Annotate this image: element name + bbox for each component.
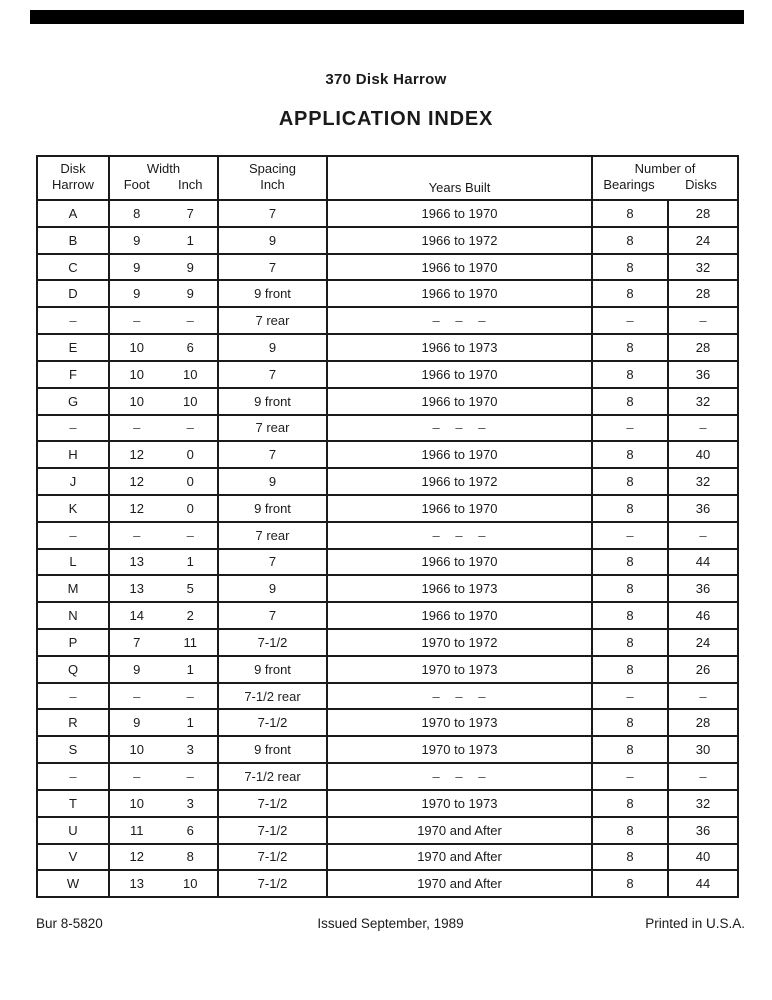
cell-width-inch: 1 [186,554,194,570]
cell-disk-harrow: U [38,818,110,843]
table-row [38,684,737,711]
table-row [38,362,737,389]
cell-width-inch: 1 [186,715,194,731]
cell-width [110,871,219,896]
cell-disks: 30 [695,742,711,758]
cell-bearings: – [593,308,669,333]
cell-disks: 36 [695,581,711,597]
footer-bur-number: Bur 8-5820 [36,916,103,931]
cell-width-inch: 10 [183,366,198,382]
table-row [38,737,737,764]
cell-disks: – [699,420,707,436]
cell-bearings: 8 [593,496,669,521]
cell-spacing-inch: 9 [219,576,328,601]
cell-spacing-inch: 7-1/2 [219,791,328,816]
cell-width-inch: – [186,313,194,329]
cell-width-inch: 8 [186,849,194,865]
cell-disks: 46 [695,608,711,624]
cell-bearings: 8 [593,389,669,414]
cell-width [110,362,219,387]
cell-bearings: 8 [593,630,669,655]
cell-disks: 28 [695,205,711,221]
cell-bearings: 8 [593,791,669,816]
cell-width-inch: 1 [186,232,194,248]
cell-bearings: 8 [593,469,669,494]
table-row [38,469,737,496]
cell-years-built: – – – [328,416,593,441]
cell-disk-harrow: V [38,845,110,870]
cell-bearings: 8 [593,871,669,896]
scan-artifact-bar [30,10,744,24]
cell-disk-harrow: K [38,496,110,521]
application-index-table [36,155,739,898]
cell-width-foot: 11 [130,822,144,838]
cell-bearings: 8 [593,603,669,628]
table-row [38,201,737,228]
cell-width-inch: 0 [186,474,194,490]
table-header-row [38,157,737,201]
cell-bearings: 8 [593,281,669,306]
cell-width [110,550,219,575]
cell-disk-harrow: G [38,389,110,414]
cell-disk-harrow: B [38,228,110,253]
cell-bearings: 8 [593,228,669,253]
table-row [38,710,737,737]
cell-disk-harrow: L [38,550,110,575]
table-row [38,389,737,416]
cell-width-foot: 9 [133,286,141,302]
table-row [38,576,737,603]
cell-width [110,576,219,601]
cell-bearings: 8 [593,550,669,575]
cell-spacing-inch: 7 rear [219,523,328,548]
cell-disk-harrow: N [38,603,110,628]
cell-bearings: 8 [593,657,669,682]
table-row [38,550,737,577]
cell-disk-harrow: H [38,442,110,467]
cell-years-built: – – – [328,684,593,709]
cell-bearings: – [593,416,669,441]
cell-bearings: 8 [593,442,669,467]
cell-years-built: 1966 to 1972 [328,228,593,253]
cell-disk-harrow: – [38,684,110,709]
table-row [38,281,737,308]
table-row [38,657,737,684]
cell-disk-harrow: – [38,764,110,789]
cell-years-built: 1966 to 1970 [328,201,593,226]
cell-width-foot: 10 [129,339,144,355]
header-years-built: Years Built [328,157,593,199]
header-width-subrow [110,177,217,193]
cell-width-foot: 9 [133,715,141,731]
page-title: 370 Disk Harrow [325,71,447,88]
cell-disks: 36 [695,500,711,516]
cell-years-built: 1970 to 1973 [328,710,593,735]
cell-width-inch: – [186,688,194,704]
cell-spacing-inch: 7-1/2 [219,630,328,655]
cell-disks: 28 [695,286,711,302]
cell-width-foot: 10 [129,366,144,382]
cell-spacing-inch: 9 front [219,657,328,682]
cell-width [110,308,219,333]
table-row [38,764,737,791]
cell-width-foot: 7 [133,634,141,650]
cell-spacing-inch: 7-1/2 [219,818,328,843]
cell-years-built: 1970 to 1973 [328,657,593,682]
cell-years-built: 1966 to 1970 [328,362,593,387]
cell-years-built: 1966 to 1973 [328,335,593,360]
cell-years-built: 1966 to 1970 [328,389,593,414]
cell-width [110,684,219,709]
cell-disk-harrow: P [38,630,110,655]
cell-disks: 32 [695,259,711,275]
header-width-label: Width [146,161,181,176]
cell-width [110,737,219,762]
cell-disk-harrow: T [38,791,110,816]
cell-spacing-inch: 7 [219,201,328,226]
cell-disks: 32 [695,393,711,409]
cell-width-foot: 12 [129,849,144,865]
cell-bearings: – [593,523,669,548]
cell-disks: 28 [695,339,711,355]
cell-width-inch: 7 [186,205,194,221]
cell-spacing-inch: 9 [219,469,328,494]
header-bearings: Bearings [603,177,655,192]
page-heading: APPLICATION INDEX [278,108,494,130]
table-row [38,255,737,282]
cell-width-foot: 9 [133,259,141,275]
header-spacing-line2: Inch [260,177,285,192]
cell-disks: 44 [695,554,711,570]
cell-disk-harrow: – [38,308,110,333]
cell-width [110,818,219,843]
cell-bearings: 8 [593,737,669,762]
cell-years-built: – – – [328,764,593,789]
table-row [38,845,737,872]
cell-years-built: 1966 to 1970 [328,603,593,628]
cell-disks: 28 [695,715,711,731]
header-spacing [219,157,328,199]
table-row [38,442,737,469]
footer-issued-date: Issued September, 1989 [317,916,464,931]
cell-width-foot: 9 [133,661,141,677]
cell-width-foot: 13 [129,554,144,570]
cell-spacing-inch: 7 [219,442,328,467]
cell-width [110,630,219,655]
cell-width-inch: 9 [186,286,194,302]
header-spacing-line1: Spacing [249,161,296,176]
cell-years-built: 1970 to 1973 [328,737,593,762]
cell-disks: 36 [695,366,711,382]
cell-years-built: – – – [328,523,593,548]
table-row [38,335,737,362]
cell-width-inch: 2 [186,608,194,624]
cell-disks: 24 [695,232,711,248]
cell-disk-harrow: A [38,201,110,226]
cell-spacing-inch: 7-1/2 rear [219,764,328,789]
cell-width [110,281,219,306]
cell-disk-harrow: – [38,416,110,441]
cell-width-inch: 3 [186,742,194,758]
table-row [38,523,737,550]
cell-years-built: 1970 to 1973 [328,791,593,816]
cell-years-built: 1966 to 1970 [328,442,593,467]
cell-width-foot: 13 [129,876,144,892]
cell-bearings: 8 [593,255,669,280]
cell-spacing-inch: 9 front [219,737,328,762]
cell-disk-harrow: – [38,523,110,548]
page-footer [36,916,745,931]
cell-years-built: 1966 to 1970 [328,281,593,306]
cell-bearings: – [593,684,669,709]
cell-width-inch: 10 [183,876,198,892]
cell-width-foot: 12 [129,500,144,516]
cell-disk-harrow: J [38,469,110,494]
cell-width-inch: 9 [186,259,194,275]
header-width-foot: Foot [123,177,150,192]
cell-years-built: 1966 to 1970 [328,496,593,521]
cell-width [110,416,219,441]
cell-width [110,791,219,816]
cell-width [110,389,219,414]
cell-disk-harrow: E [38,335,110,360]
table-row [38,791,737,818]
cell-spacing-inch: 7 [219,255,328,280]
cell-width-inch: 0 [186,447,194,463]
cell-width-foot: 14 [129,608,144,624]
cell-bearings: 8 [593,845,669,870]
cell-bearings: 8 [593,201,669,226]
cell-spacing-inch: 7-1/2 [219,710,328,735]
cell-width-foot: – [133,688,141,704]
cell-disk-harrow: R [38,710,110,735]
cell-years-built: 1966 to 1970 [328,255,593,280]
cell-disks: – [699,768,707,784]
cell-spacing-inch: 9 [219,228,328,253]
cell-spacing-inch: 7 rear [219,308,328,333]
cell-disk-harrow: S [38,737,110,762]
cell-bearings: 8 [593,818,669,843]
cell-disks: 40 [695,447,711,463]
cell-bearings: 8 [593,335,669,360]
header-disk-line1: Disk [60,161,86,176]
cell-width-foot: 10 [129,393,144,409]
cell-spacing-inch: 7 [219,550,328,575]
cell-width-foot: – [133,420,141,436]
cell-disks: 24 [695,634,711,650]
table-row [38,416,737,443]
cell-width-foot: – [133,527,141,543]
cell-spacing-inch: 7-1/2 [219,871,328,896]
cell-width-foot: 9 [133,232,141,248]
cell-disk-harrow: F [38,362,110,387]
cell-years-built: 1970 and After [328,871,593,896]
cell-width [110,710,219,735]
cell-bearings: 8 [593,710,669,735]
cell-width [110,228,219,253]
table-row [38,496,737,523]
table-body [38,201,737,896]
cell-spacing-inch: 7 rear [219,416,328,441]
cell-disk-harrow: D [38,281,110,306]
cell-width-foot: 12 [129,474,144,490]
cell-disks: 36 [695,822,711,838]
cell-disks: 26 [695,661,711,677]
table-row [38,308,737,335]
header-width-inch: Inch [177,177,203,192]
cell-disks: – [699,527,707,543]
header-disk-harrow [38,157,110,199]
cell-spacing-inch: 9 front [219,281,328,306]
cell-width-foot: – [133,313,141,329]
table-row [38,228,737,255]
cell-width-inch: 10 [183,393,198,409]
cell-years-built: 1966 to 1972 [328,469,593,494]
cell-years-built: 1970 to 1972 [328,630,593,655]
cell-width [110,845,219,870]
cell-disks: – [699,688,707,704]
cell-years-built: 1966 to 1970 [328,550,593,575]
header-number-of [593,157,737,199]
cell-width-inch: 0 [186,500,194,516]
cell-disk-harrow: Q [38,657,110,682]
cell-width-inch: – [186,420,194,436]
cell-width-inch: – [186,527,194,543]
cell-bearings: – [593,764,669,789]
cell-spacing-inch: 7-1/2 rear [219,684,328,709]
cell-width-foot: 13 [129,581,144,597]
table-row [38,818,737,845]
header-disk-line2: Harrow [52,177,94,192]
footer-printed-in: Printed in U.S.A. [645,916,745,931]
header-width [110,157,219,199]
cell-width-inch: 11 [183,634,197,650]
cell-years-built: 1970 and After [328,845,593,870]
cell-width-inch: 3 [186,795,194,811]
cell-width [110,469,219,494]
cell-width-foot: 8 [133,205,141,221]
cell-width [110,442,219,467]
cell-width-inch: 5 [186,581,194,597]
cell-bearings: 8 [593,362,669,387]
cell-width-inch: – [186,768,194,784]
header-disks: Disks [685,177,717,192]
cell-width [110,764,219,789]
cell-bearings: 8 [593,576,669,601]
cell-width [110,523,219,548]
cell-width-foot: – [133,768,141,784]
cell-width-foot: 10 [129,742,144,758]
cell-disk-harrow: C [38,255,110,280]
cell-width-foot: 12 [129,447,144,463]
cell-width [110,255,219,280]
cell-years-built: 1966 to 1973 [328,576,593,601]
cell-width [110,335,219,360]
table-row [38,630,737,657]
cell-disks: 32 [695,795,711,811]
cell-spacing-inch: 9 front [219,496,328,521]
cell-width [110,201,219,226]
header-number-of-subrow [593,177,737,193]
cell-width [110,496,219,521]
cell-disks: 44 [695,876,711,892]
cell-width-inch: 1 [186,661,194,677]
cell-disk-harrow: W [38,871,110,896]
cell-spacing-inch: 9 front [219,389,328,414]
header-number-of-label: Number of [634,161,696,176]
cell-spacing-inch: 7 [219,603,328,628]
cell-years-built: 1970 and After [328,818,593,843]
cell-width-inch: 6 [186,822,194,838]
table-row [38,603,737,630]
cell-disks: 32 [695,474,711,490]
cell-width-foot: 10 [129,795,144,811]
cell-width [110,603,219,628]
cell-spacing-inch: 7-1/2 [219,845,328,870]
cell-width-inch: 6 [186,339,194,355]
cell-spacing-inch: 7 [219,362,328,387]
cell-width [110,657,219,682]
cell-disks: 40 [695,849,711,865]
cell-years-built: – – – [328,308,593,333]
table-row [38,871,737,896]
cell-disks: – [699,313,707,329]
cell-disk-harrow: M [38,576,110,601]
cell-spacing-inch: 9 [219,335,328,360]
